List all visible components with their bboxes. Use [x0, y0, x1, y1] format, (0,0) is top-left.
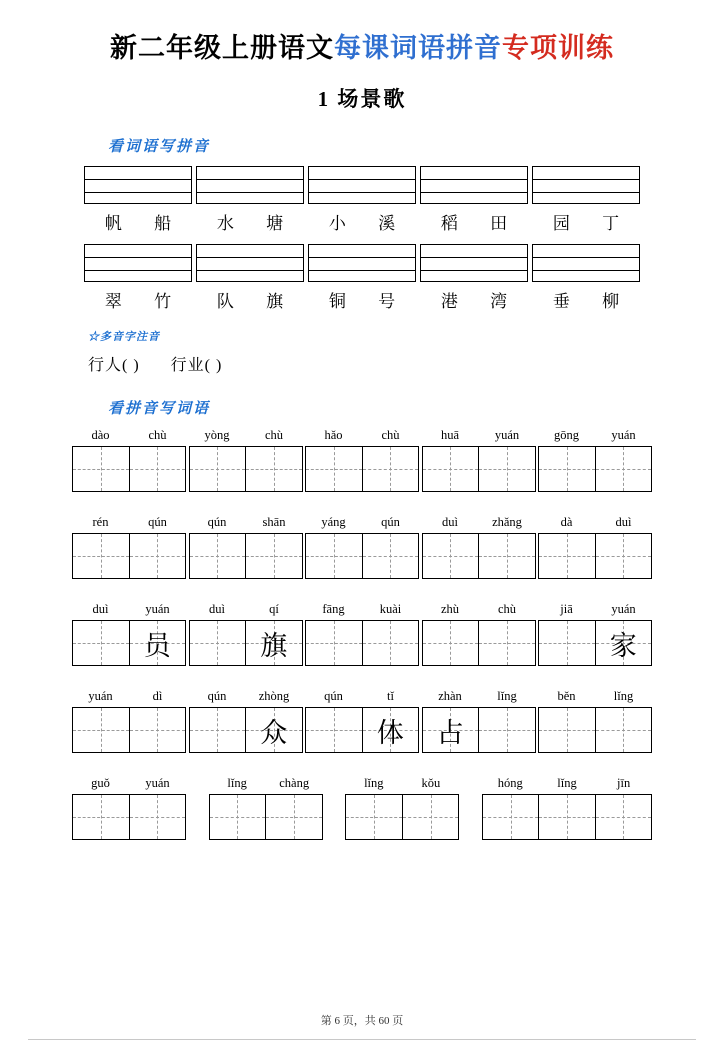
- tianzige-grid[interactable]: [538, 446, 652, 492]
- answer-char: [210, 795, 266, 839]
- answer-char: [423, 534, 479, 578]
- tianzige-grid[interactable]: [72, 446, 186, 492]
- answer-char: [346, 795, 402, 839]
- pinyin-cell: [532, 166, 640, 234]
- tianzige-group: [538, 515, 652, 579]
- answer-char: [539, 447, 595, 491]
- pinyin-cell: [84, 244, 192, 312]
- pinyin-syllable: dào: [91, 428, 110, 442]
- pinyin-syllable: hǎo: [324, 428, 343, 442]
- answer-char: [306, 621, 362, 665]
- pinyin-syllable: běn: [557, 689, 576, 703]
- word-label: 园 丁: [552, 214, 634, 233]
- answer-char: [539, 795, 594, 839]
- footer-divider: [28, 1039, 696, 1040]
- tianzige-group: [189, 428, 303, 492]
- pinyin-syllable: yuán: [88, 689, 113, 703]
- pinyin-syllable: zhǎng: [492, 515, 522, 529]
- pinyin-cell: [420, 166, 528, 234]
- pinyin-syllable: qún: [207, 515, 227, 529]
- answer-char: [596, 708, 652, 752]
- tianzige-group: [422, 515, 536, 579]
- answer-char: 员: [143, 630, 171, 661]
- answer-char: [190, 447, 246, 491]
- pinyin-row: [84, 166, 640, 234]
- pinyin-syllable: yuán: [494, 428, 520, 442]
- answer-char: [246, 534, 302, 578]
- pinyin-syllable: yuán: [145, 602, 170, 616]
- pinyin-syllable: chù: [148, 428, 167, 442]
- pinyin-syllable: shān: [262, 515, 286, 529]
- answer-char: [539, 708, 595, 752]
- word-label: 铜 号: [328, 292, 410, 311]
- answer-char: [596, 534, 652, 578]
- pinyin-syllable: lǐng: [497, 689, 517, 703]
- answer-char: [596, 795, 651, 839]
- pinyin-syllable: dà: [560, 515, 573, 529]
- tianzige-grid[interactable]: [345, 794, 459, 840]
- answer-char: [73, 534, 129, 578]
- pinyin-syllable: yuán: [611, 602, 636, 616]
- answer-char: [363, 534, 419, 578]
- pinyin-writing-box[interactable]: [196, 244, 304, 282]
- tianzige-grid[interactable]: [422, 533, 536, 579]
- tianzige-row: [72, 776, 652, 840]
- answer-char: [423, 621, 479, 665]
- pinyin-writing-box[interactable]: [420, 244, 528, 282]
- tianzige-grid[interactable]: [305, 446, 419, 492]
- tianzige-group: [538, 602, 652, 666]
- pinyin-syllable: hóng: [497, 776, 523, 790]
- tianzige-grid[interactable]: [72, 533, 186, 579]
- pinyin-syllable: dì: [152, 689, 163, 703]
- answer-char: [596, 447, 652, 491]
- tianzige-group: [422, 602, 536, 666]
- answer-char: [479, 447, 535, 491]
- tianzige-row: [72, 428, 652, 492]
- pinyin-syllable: qún: [324, 689, 343, 703]
- answer-char: [190, 708, 246, 752]
- tianzige-group: [189, 602, 303, 666]
- pinyin-syllable: lǐng: [227, 776, 247, 790]
- pinyin-syllable: qí: [269, 602, 279, 616]
- title-part-1: 新二年级上册语文: [110, 33, 334, 63]
- answer-char: [73, 795, 129, 839]
- answer-char: [363, 447, 419, 491]
- answer-char: 体: [376, 717, 404, 748]
- pinyin-writing-box[interactable]: [84, 166, 192, 204]
- pinyin-syllable: qún: [207, 689, 227, 703]
- answer-char: [306, 708, 362, 752]
- tianzige-group: [538, 428, 652, 492]
- pinyin-syllable: huā: [440, 428, 460, 442]
- tianzige-group: [422, 428, 536, 492]
- title-part-2: 每课词语拼音: [334, 33, 502, 63]
- pinyin-cell: [308, 244, 416, 312]
- answer-char: 众: [260, 717, 288, 748]
- tianzige-group: [72, 428, 186, 492]
- tianzige-grid[interactable]: [538, 533, 652, 579]
- tianzige-group: [189, 689, 303, 753]
- tianzige-group: [422, 689, 536, 753]
- pinyin-row: [84, 244, 640, 312]
- tianzige-group: [305, 428, 419, 492]
- pinyin-syllable: chù: [264, 428, 284, 442]
- tianzige-grid[interactable]: [72, 794, 186, 840]
- tianzige-grid[interactable]: [305, 533, 419, 579]
- tianzige-grid[interactable]: [305, 707, 419, 753]
- pinyin-syllable: qún: [381, 515, 400, 529]
- answer-char: [266, 795, 322, 839]
- answer-char: [539, 621, 595, 665]
- answer-char: [363, 621, 419, 665]
- tianzige-grid[interactable]: [209, 794, 323, 840]
- word-label: 小 溪: [328, 214, 410, 233]
- tianzige-group: [72, 515, 186, 579]
- tianzige-grid[interactable]: [305, 620, 419, 666]
- page-title: [28, 26, 696, 65]
- polyphone-item[interactable]: 行业( ): [170, 357, 223, 374]
- pinyin-syllable: lǐng: [613, 689, 634, 703]
- tianzige-grid[interactable]: [422, 620, 536, 666]
- answer-char: 旗: [260, 630, 288, 661]
- tianzige-grid[interactable]: [189, 620, 303, 666]
- title-part-3: 专项训练: [502, 33, 614, 63]
- tianzige-grid[interactable]: [538, 707, 652, 753]
- pinyin-cell: [84, 166, 192, 234]
- answer-char: [306, 447, 362, 491]
- tianzige-group: [189, 515, 303, 579]
- pinyin-cell: [308, 166, 416, 234]
- answer-char: [190, 534, 246, 578]
- section-label-write-pinyin: 看词语写拼音: [108, 139, 211, 155]
- answer-char: [73, 447, 129, 491]
- tianzige-group: [305, 602, 419, 666]
- pinyin-cell: [196, 166, 304, 234]
- pinyin-writing-box[interactable]: [532, 244, 640, 282]
- pinyin-syllable: lǐng: [364, 776, 384, 790]
- answer-char: [483, 795, 538, 839]
- tianzige-row: [72, 515, 652, 579]
- pinyin-syllable: duì: [615, 515, 632, 529]
- pinyin-syllable: yuán: [611, 428, 636, 442]
- answer-char: [403, 795, 459, 839]
- pinyin-writing-box[interactable]: [196, 166, 304, 204]
- tianzige-grid[interactable]: [72, 707, 186, 753]
- answer-char: [306, 534, 362, 578]
- tianzige-group: [72, 776, 186, 840]
- answer-char: [423, 447, 479, 491]
- pinyin-syllable: chàng: [279, 776, 310, 790]
- tianzige-row: [72, 602, 652, 666]
- answer-char: 占: [436, 717, 464, 748]
- answer-char: [130, 795, 186, 839]
- word-label: 队 旗: [216, 292, 298, 311]
- tianzige-group: [72, 602, 186, 666]
- word-label: 稻 田: [440, 214, 522, 233]
- pinyin-syllable: yòng: [204, 428, 230, 442]
- pinyin-syllable: duì: [209, 602, 225, 616]
- pinyin-writing-box[interactable]: [308, 244, 416, 282]
- pinyin-cell: [196, 244, 304, 312]
- tianzige-grid[interactable]: [72, 620, 186, 666]
- tianzige-group: [72, 689, 186, 753]
- pinyin-syllable: jiā: [560, 602, 573, 616]
- tianzige-group: [209, 776, 323, 840]
- answer-char: [539, 534, 595, 578]
- answer-char: [246, 447, 302, 491]
- pinyin-syllable: zhù: [440, 602, 460, 616]
- pinyin-syllable: chù: [497, 602, 517, 616]
- pinyin-syllable: fāng: [322, 602, 345, 616]
- word-label: 水 塘: [216, 214, 298, 233]
- answer-char: 家: [609, 630, 637, 661]
- tianzige-group: [305, 515, 419, 579]
- word-label: 垂 柳: [552, 292, 634, 311]
- pinyin-cell: [532, 244, 640, 312]
- pinyin-writing-box[interactable]: [308, 166, 416, 204]
- answer-char: [479, 621, 535, 665]
- pinyin-syllable: tǐ: [387, 689, 394, 703]
- pinyin-syllable: duì: [92, 602, 109, 616]
- pinyin-cell: [420, 244, 528, 312]
- answer-char: [479, 534, 535, 578]
- tianzige-grid[interactable]: [189, 446, 303, 492]
- answer-char: [73, 708, 129, 752]
- tianzige-row: [72, 689, 652, 753]
- pinyin-syllable: zhàn: [438, 689, 462, 703]
- answer-char: [130, 534, 186, 578]
- pinyin-syllable: yáng: [321, 515, 346, 529]
- pinyin-syllable: rén: [92, 515, 109, 529]
- answer-char: [73, 621, 129, 665]
- section-label-polyphone: ☆多音字注音: [88, 331, 160, 343]
- pinyin-syllable: lǐng: [557, 776, 577, 790]
- word-label: 翠 竹: [104, 292, 186, 311]
- section-label-write-words: 看拼音写词语: [108, 401, 211, 417]
- pinyin-syllable: guǒ: [91, 776, 110, 790]
- pinyin-syllable: kuài: [379, 602, 402, 616]
- polyphone-item[interactable]: 行人( ): [88, 357, 140, 374]
- tianzige-group: [482, 776, 652, 840]
- pinyin-syllable: chù: [381, 428, 400, 442]
- answer-char: [190, 621, 246, 665]
- pinyin-syllable: duì: [442, 515, 458, 529]
- tianzige-grid[interactable]: [422, 446, 536, 492]
- worksheet-page: [0, 26, 724, 1050]
- pinyin-writing-box[interactable]: [420, 166, 528, 204]
- tianzige-grid[interactable]: [189, 707, 303, 753]
- pinyin-syllable: yuán: [145, 776, 170, 790]
- pinyin-syllable: zhòng: [258, 689, 290, 703]
- tianzige-group: [345, 776, 459, 840]
- word-label: 帆 船: [104, 214, 186, 233]
- pinyin-syllable: kǒu: [421, 776, 441, 790]
- tianzige-grid[interactable]: [422, 707, 536, 753]
- pinyin-syllable: jīn: [617, 776, 631, 790]
- tianzige-grid[interactable]: [538, 620, 652, 666]
- pinyin-writing-box[interactable]: [84, 244, 192, 282]
- tianzige-grid[interactable]: [482, 794, 652, 840]
- answer-char: [130, 447, 186, 491]
- page-footer: 第 6 页，共 60 页: [320, 1015, 404, 1027]
- lesson-heading: 1 场景歌: [317, 87, 407, 111]
- tianzige-group: [538, 689, 652, 753]
- pinyin-syllable: gōng: [554, 428, 579, 442]
- tianzige-grid[interactable]: [189, 533, 303, 579]
- answer-char: [479, 708, 535, 752]
- answer-char: [130, 708, 186, 752]
- polyphone-row: [88, 352, 696, 375]
- tianzige-group: [305, 689, 419, 753]
- pinyin-writing-box[interactable]: [532, 166, 640, 204]
- pinyin-syllable: qún: [148, 515, 167, 529]
- word-label: 港 湾: [440, 292, 522, 311]
